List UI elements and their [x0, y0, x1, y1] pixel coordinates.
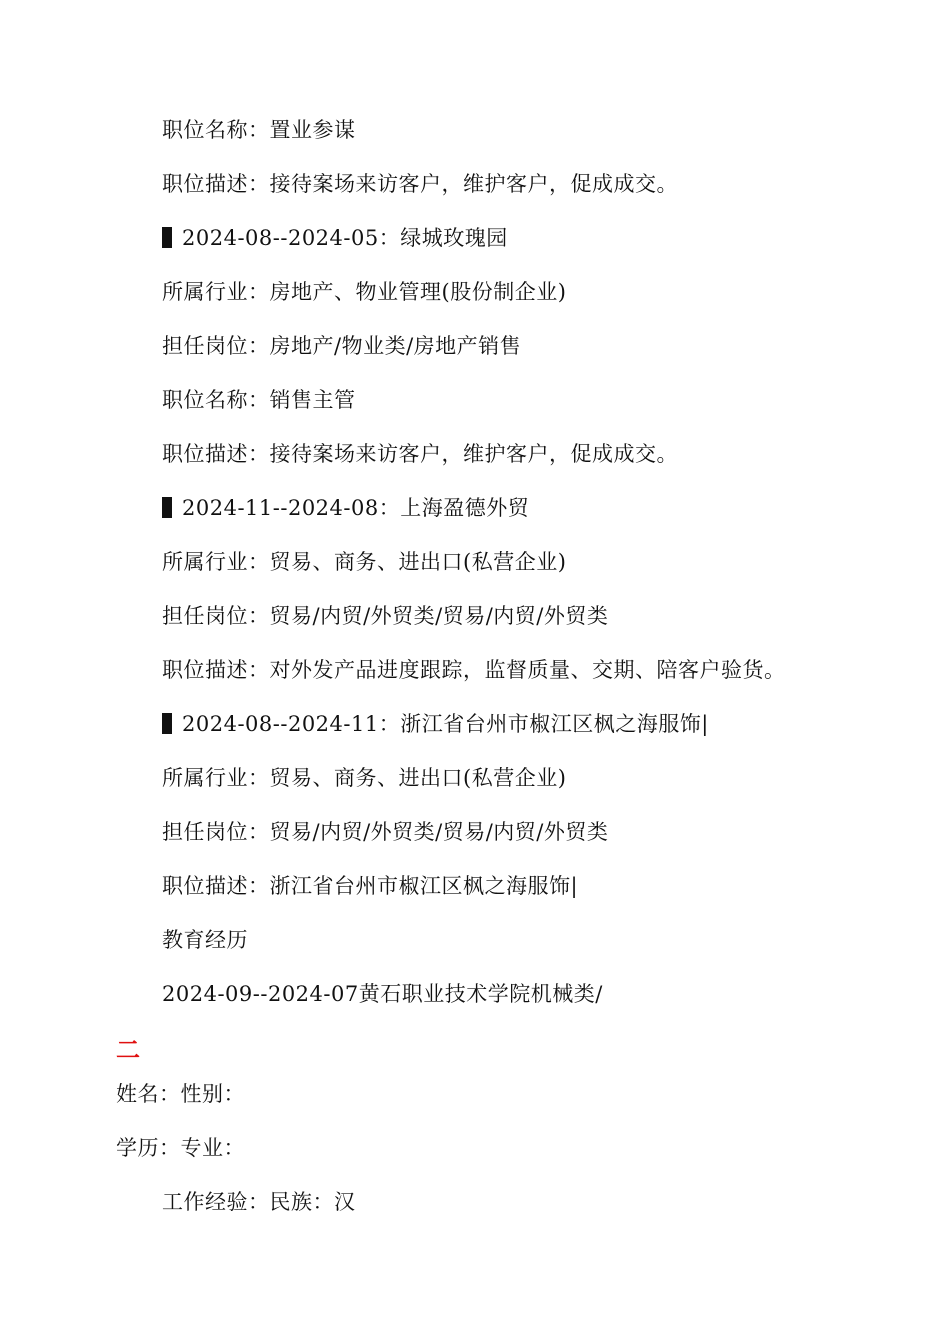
job-period-heading [162, 224, 508, 252]
position-line: 担任岗位：贸易/内贸/外贸类/贸易/内贸/外贸类 [162, 820, 609, 844]
job-title-line: 职位名称：销售主管 [162, 388, 356, 412]
job-title-line: 职位名称：置业参谋 [162, 118, 356, 142]
name-gender-line: 姓名：性别： [116, 1082, 245, 1106]
job-period-heading [162, 494, 529, 522]
industry-line: 所属行业：贸易、商务、进出口(私营企业) [162, 766, 567, 790]
bullet-marker [162, 497, 172, 518]
job-period-text: 2024-08--2024-11：浙江省台州市椒江区枫之海服饰| [182, 712, 709, 736]
job-description-line: 职位描述：接待案场来访客户，维护客户，促成成交。 [162, 442, 678, 466]
position-line: 担任岗位：房地产/物业类/房地产销售 [162, 334, 522, 358]
industry-line: 所属行业：房地产、物业管理(股份制企业) [162, 280, 567, 304]
position-line: 担任岗位：贸易/内贸/外贸类/贸易/内贸/外贸类 [162, 604, 609, 628]
education-major-line: 学历：专业： [116, 1136, 245, 1160]
bullet-marker [162, 227, 172, 248]
education-entry: 2024-09--2024-07黄石职业技术学院机械类/ [162, 982, 603, 1006]
experience-ethnicity-line: 工作经验：民族：汉 [162, 1190, 356, 1214]
bullet-marker [162, 713, 172, 734]
job-description-line: 职位描述：浙江省台州市椒江区枫之海服饰| [162, 874, 579, 898]
job-period-text: 2024-08--2024-05：绿城玫瑰园 [182, 226, 508, 250]
section-number: 二 [116, 1036, 140, 1064]
education-heading: 教育经历 [162, 928, 248, 952]
job-description-line: 职位描述：接待案场来访客户，维护客户，促成成交。 [162, 172, 678, 196]
job-period-text: 2024-11--2024-08：上海盈德外贸 [182, 496, 530, 520]
job-period-heading [162, 710, 709, 738]
job-description-line: 职位描述：对外发产品进度跟踪，监督质量、交期、陪客户验货。 [162, 658, 786, 682]
industry-line: 所属行业：贸易、商务、进出口(私营企业) [162, 550, 567, 574]
